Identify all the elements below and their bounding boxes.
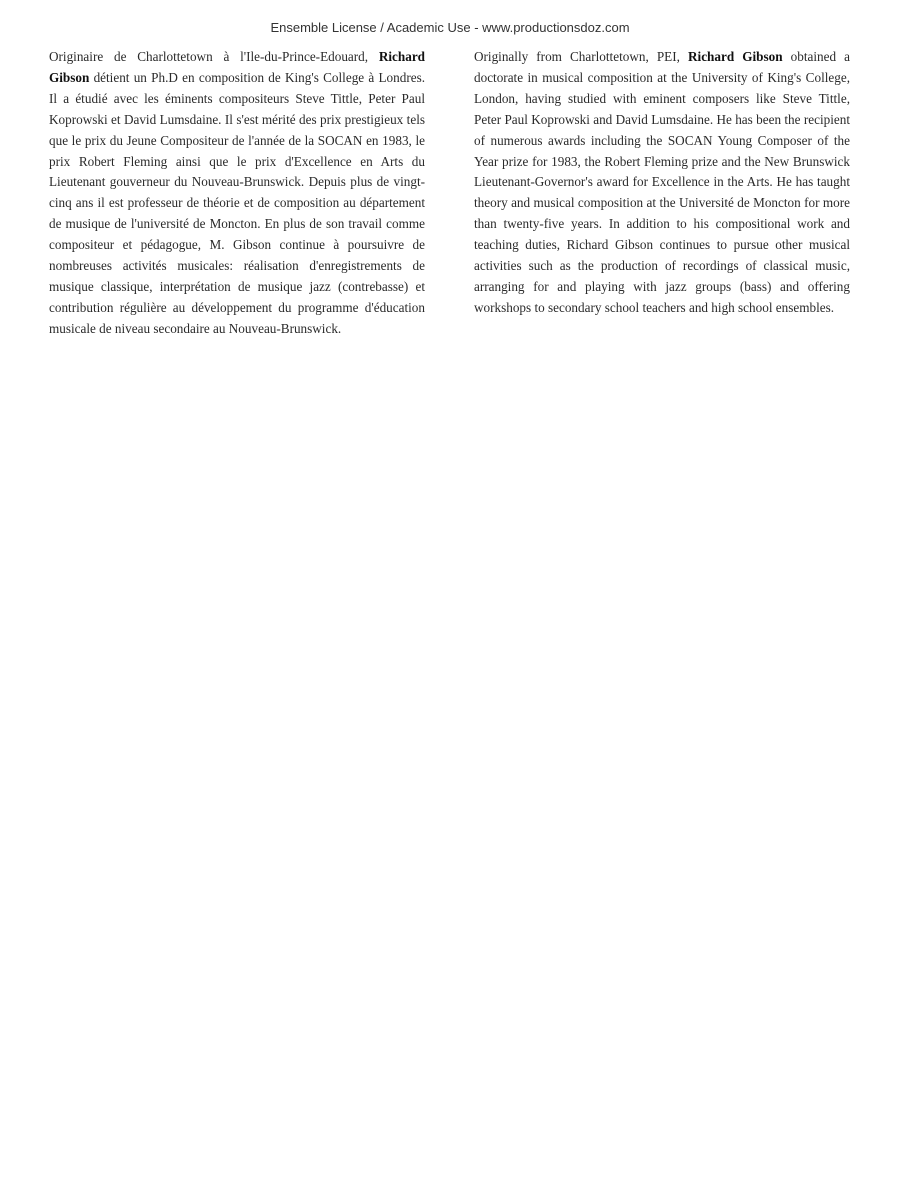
- bio-en-body: obtained a doctorate in musical composition at the University of King's College, London, having studied with eminent composers like Steve Tittle, Peter Paul Koprowski and David Lumsdaine. He has been the recipient of numerous awards including the SOCAN Young Composer of the Year prize for 1983, the Robert Fleming prize and the New Brunswick Lieutenant-Governor's award for Excellence in the Arts. He has taught theory and musical composition at the Université de Moncton for more than twenty-five years. In addition to his compositional work and teaching duties, Richard Gibson continues to pursue other musical activities such as the production of recordings of classical music, arranging for and playing with jazz groups (bass) and offering workshops to secondary school teachers and high school ensembles.: [474, 49, 850, 315]
- bio-en-intro: Originally from Charlottetown, PEI,: [474, 49, 688, 64]
- biography-french-paragraph: [49, 47, 425, 340]
- biography-english-paragraph: [474, 47, 850, 319]
- license-header: Ensemble License / Academic Use - www.productionsdoz.com: [270, 20, 630, 35]
- bio-fr-intro: Originaire de Charlottetown à l'Ile-du-Prince-Edouard,: [49, 49, 379, 64]
- composer-name-fr: Richard Gibson: [49, 49, 425, 85]
- biography-english-column: [474, 47, 850, 319]
- composer-name-en: Richard Gibson: [688, 49, 783, 64]
- biography-french-column: [49, 47, 425, 340]
- bio-fr-body: détient un Ph.D en composition de King's College à Londres. Il a étudié avec les éminents compositeurs Steve Tittle, Peter Paul Koprowski et David Lumsdaine. Il s'est mérité des prix prestigieux tels que le prix du Jeune Compositeur de l'année de la SOCAN en 1983, le prix Robert Fleming ainsi que le prix d'Excellence en Arts du Lieutenant gouverneur du Nouveau-Brunswick. Depuis plus de vingt-cinq ans il est professeur de théorie et de composition au département de musique de l'université de Moncton. En plus de son travail comme compositeur et pédagogue, M. Gibson continue à poursuivre de nombreuses activités musicales: réalisation d'enregistrements de musique classique, interprétation de musique jazz (contrebasse) et contribution régulière au développement du programme d'éducation musicale de niveau secondaire au Nouveau-Brunswick.: [49, 69, 425, 336]
